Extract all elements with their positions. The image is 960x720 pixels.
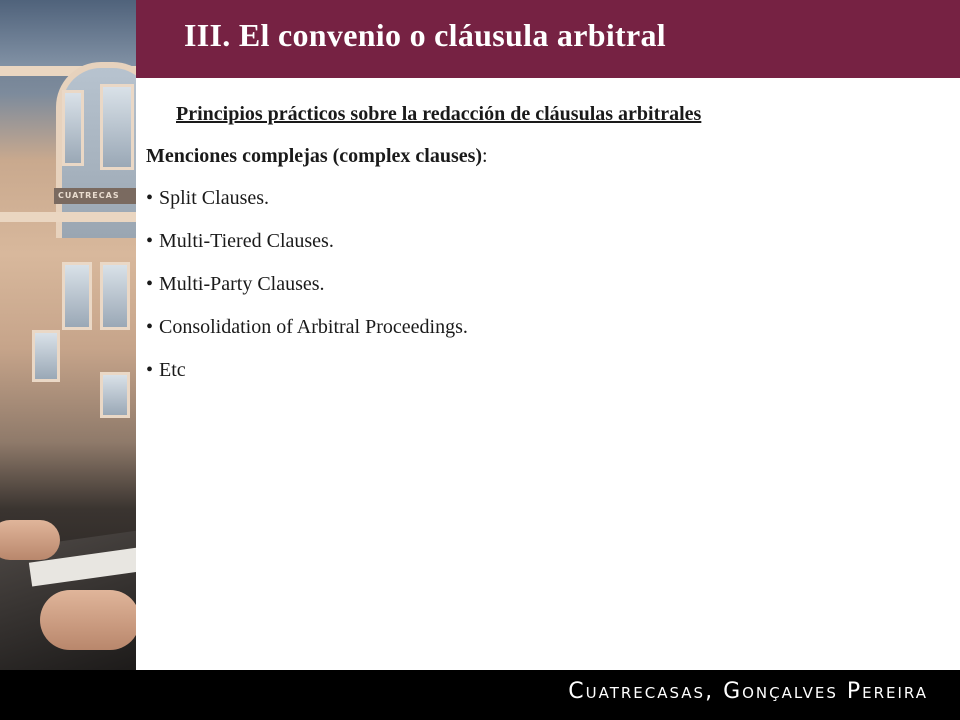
bullet-dot: • <box>146 359 154 381</box>
section-subtitle: Principios prácticos sobre la redacción de cláusulas arbitrales <box>176 103 702 125</box>
title-bar <box>136 0 960 78</box>
bullet-dot: • <box>146 316 154 338</box>
bullet-dot: • <box>146 273 154 295</box>
bullet-text: Etc <box>159 359 186 381</box>
bullet-text: Consolidation of Arbitral Proceedings. <box>159 316 468 338</box>
footer-bar <box>0 670 960 720</box>
bullet-item <box>146 315 468 358</box>
photo-building-sign: CUATRECAS <box>54 188 136 204</box>
intro-lead: Menciones complejas (complex clauses) <box>146 145 483 167</box>
slide-title: III. El convenio o cláusula arbitral <box>184 17 666 53</box>
bullet-item <box>146 186 468 229</box>
side-photo <box>0 0 136 670</box>
photo-window <box>100 262 130 330</box>
firm-logo-text: Cuatrecasas, Gonçalves Pereira <box>568 679 928 704</box>
photo-cornice <box>0 212 136 222</box>
photo-window <box>100 372 130 418</box>
bullet-item <box>146 272 468 315</box>
bullet-item <box>146 229 468 272</box>
bullet-text: Multi-Party Clauses. <box>159 273 325 295</box>
bullet-dot: • <box>146 187 154 209</box>
photo-sky <box>0 0 136 70</box>
intro-line <box>146 145 488 168</box>
bullet-text: Multi-Tiered Clauses. <box>159 230 334 252</box>
photo-hand <box>0 520 60 560</box>
photo-window <box>100 84 134 170</box>
bullet-text: Split Clauses. <box>159 187 270 209</box>
bullet-dot: • <box>146 230 154 252</box>
intro-colon: : <box>482 145 488 167</box>
photo-window <box>62 262 92 330</box>
photo-window <box>62 90 84 166</box>
bullet-list <box>146 186 468 401</box>
photo-window <box>32 330 60 382</box>
bullet-item <box>146 358 468 401</box>
photo-hand <box>40 590 136 650</box>
